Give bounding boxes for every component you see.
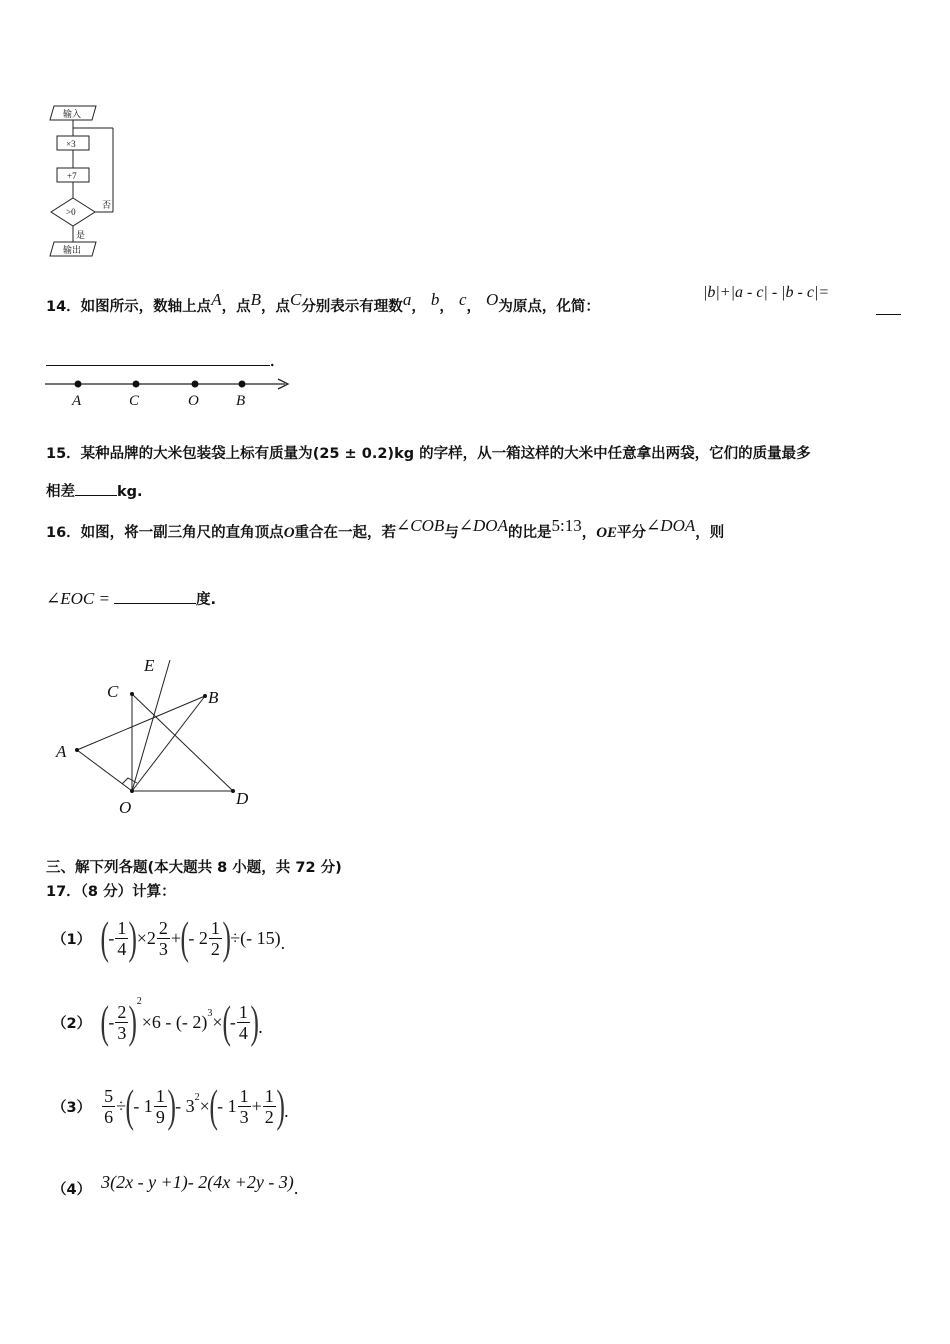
triangle-figure [50, 652, 260, 822]
question-14: 14．如图所示，数轴上点$^A$，点$^B$，点$^C$分别表示有理数$^a$， $^b$， $^c$， $^O$为原点，化简： [46, 290, 600, 315]
fig-label-B: B [208, 688, 219, 707]
q14-answer-blank-1 [876, 300, 901, 315]
question-17: 17．（8 分）计算： [46, 884, 176, 900]
flow-cond-label: >0 [66, 207, 76, 217]
q14-line2: ． [46, 350, 285, 371]
point-C [133, 381, 140, 388]
section-3-title: 三、解下列各题(本大题共 8 小题，共 72 分) [46, 860, 342, 876]
fig-label-A: A [56, 742, 67, 761]
axis-label-C: C [129, 393, 140, 409]
expression-4: （4） 3(2x - y +1)- 2(4x +2y - 3) . [52, 1171, 299, 1198]
flowchart [40, 98, 125, 263]
axis-label-A: A [72, 393, 82, 409]
flow-input-label: 输入 [63, 109, 82, 119]
q14-expression: |b|+|a - c| - |b - c|= [703, 284, 830, 301]
fig-label-O: O [119, 798, 132, 817]
point-A [75, 381, 82, 388]
number-line [40, 373, 300, 411]
flow-yes-label: 是 [76, 230, 86, 240]
question-15-line1: 15．某种品牌的大米包装袋上标有质量为(25 ± 0.2)kg 的字样，从一箱这样的大米中任意拿出两袋，它们的质量最多 [46, 446, 811, 462]
axis-label-B: B [236, 393, 246, 409]
question-15-line2: 相差 kg. [46, 480, 143, 501]
fig-label-C: C [107, 682, 119, 701]
expression-3: （3） $\frac{5}{6}$ ÷ ( - 1 $\frac{1}{9}$ ) - 3 $^2$ × ( - 1 $\frac{1}{3}$ + $\frac{1}{2}$ ) . [52, 1080, 289, 1131]
q15-answer-blank [75, 481, 117, 496]
axis-label-O: O [188, 393, 199, 409]
flow-output-label: 输出 [63, 245, 82, 255]
fig-label-E: E [144, 656, 155, 675]
question-16: 16．如图，将一副三角尺的直角顶点O重合在一起，若$^{\angle COB}$与$^{\angle DOA}$的比是$^{5:13}$，OE平分$^{\angle DOA}$，则 [46, 516, 725, 541]
flow-plus7-label: +7 [67, 171, 77, 181]
fig-label-D: D [236, 789, 249, 808]
point-O [192, 381, 199, 388]
q16-answer-blank [114, 589, 196, 604]
expression-2: （2） ( - $\frac{2}{3}$ ) $^2$ ×6 - (- 2) $^3$ × ( - $\frac{1}{4}$ ) . [52, 996, 263, 1047]
flow-no-label: 否 [102, 200, 112, 210]
q14-answer-blank-2 [46, 351, 270, 366]
expression-1: （1） ( - $\frac{1}{4}$ ) ×2 $\frac{2}{3}$ + ( - 2 $\frac{1}{2}$ ) ÷(- 15) . [52, 912, 286, 963]
q16-line2: ∠EOC = 度. [46, 589, 216, 608]
point-B [239, 381, 246, 388]
flow-times3-label: ×3 [66, 139, 76, 149]
